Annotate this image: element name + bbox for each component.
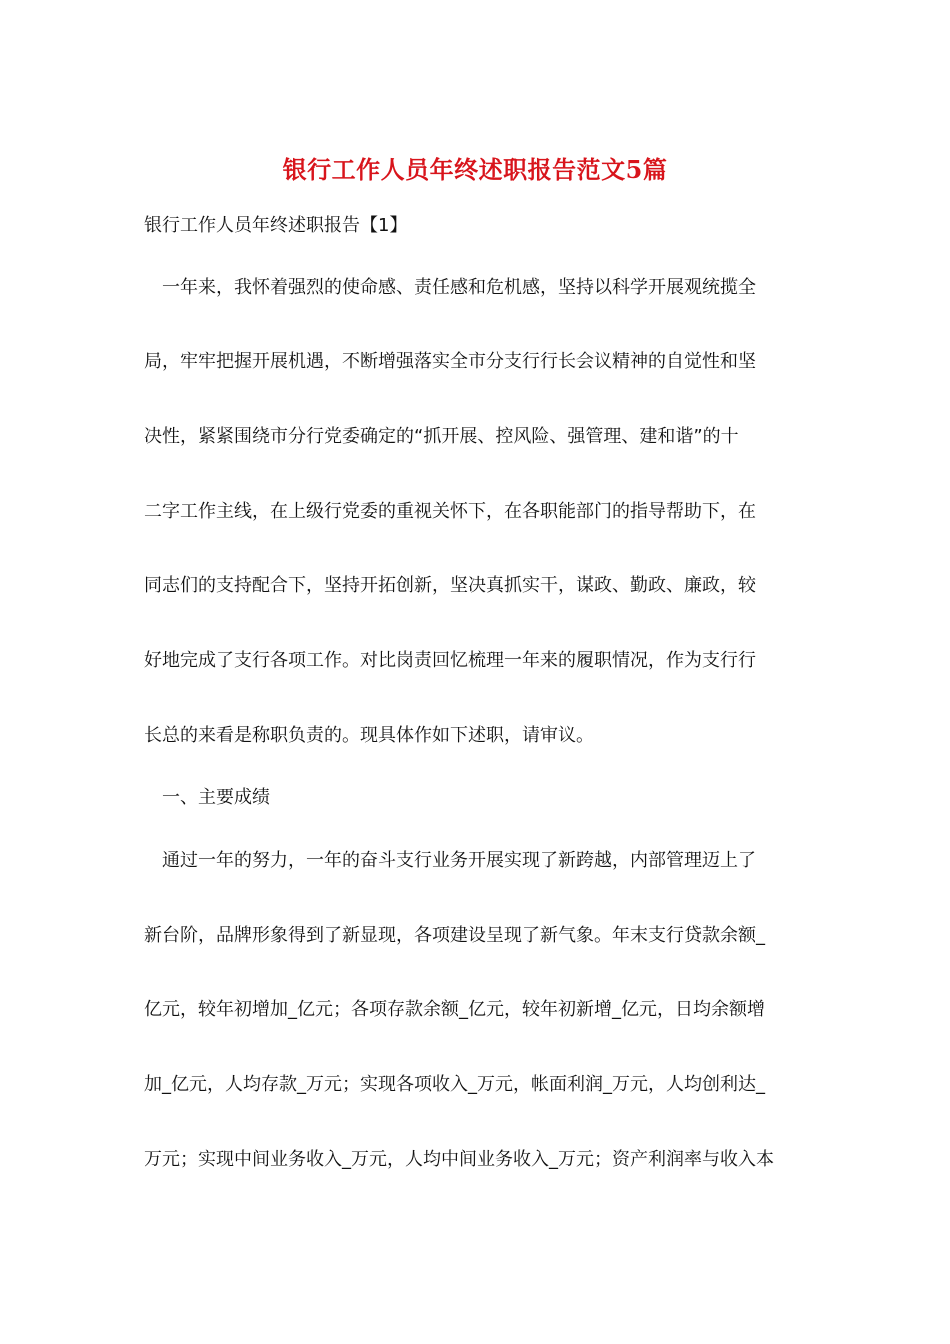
paragraph-2-line-5: 万元；实现中间业务收入_万元，人均中间业务收入_万元；资产利润率与收入本 (144, 1149, 774, 1170)
document-title: 银行工作人员年终述职报告范文5篇 (282, 155, 668, 184)
paragraph-1-line-1: 一年来，我怀着强烈的使命感、责任感和危机感，坚持以科学开展观统揽全 (162, 277, 756, 298)
section-heading: 一、主要成绩 (162, 787, 270, 808)
paragraph-1-line-5: 同志们的支持配合下，坚持开拓创新，坚决真抓实干，谋政、勤政、廉政，较 (144, 575, 756, 596)
paragraph-1-line-7: 长总的来看是称职负责的。现具体作如下述职，请审议。 (144, 725, 594, 746)
paragraph-1-line-2: 局，牢牢把握开展机遇，不断增强落实全市分支行行长会议精神的自觉性和坚 (144, 351, 756, 372)
paragraph-2-line-1: 通过一年的努力，一年的奋斗支行业务开展实现了新跨越，内部管理迈上了 (162, 850, 756, 871)
document-subtitle: 银行工作人员年终述职报告【1】 (144, 215, 408, 236)
paragraph-1-line-6: 好地完成了支行各项工作。对比岗责回忆梳理一年来的履职情况，作为支行行 (144, 650, 756, 671)
paragraph-2-line-4: 加_亿元，人均存款_万元；实现各项收入_万元，帐面利润_万元，人均创利达_ (144, 1074, 765, 1095)
paragraph-2-line-3: 亿元，较年初增加_亿元；各项存款余额_亿元，较年初新增_亿元，日均余额增 (144, 999, 765, 1020)
paragraph-1-line-3: 决性，紧紧围绕市分行党委确定的“抓开展、控风险、强管理、建和谐”的十 (144, 426, 739, 447)
paragraph-1-line-4: 二字工作主线，在上级行党委的重视关怀下，在各职能部门的指导帮助下，在 (144, 501, 756, 522)
paragraph-2-line-2: 新台阶，品牌形象得到了新显现，各项建设呈现了新气象。年末支行贷款余额_ (144, 925, 765, 946)
